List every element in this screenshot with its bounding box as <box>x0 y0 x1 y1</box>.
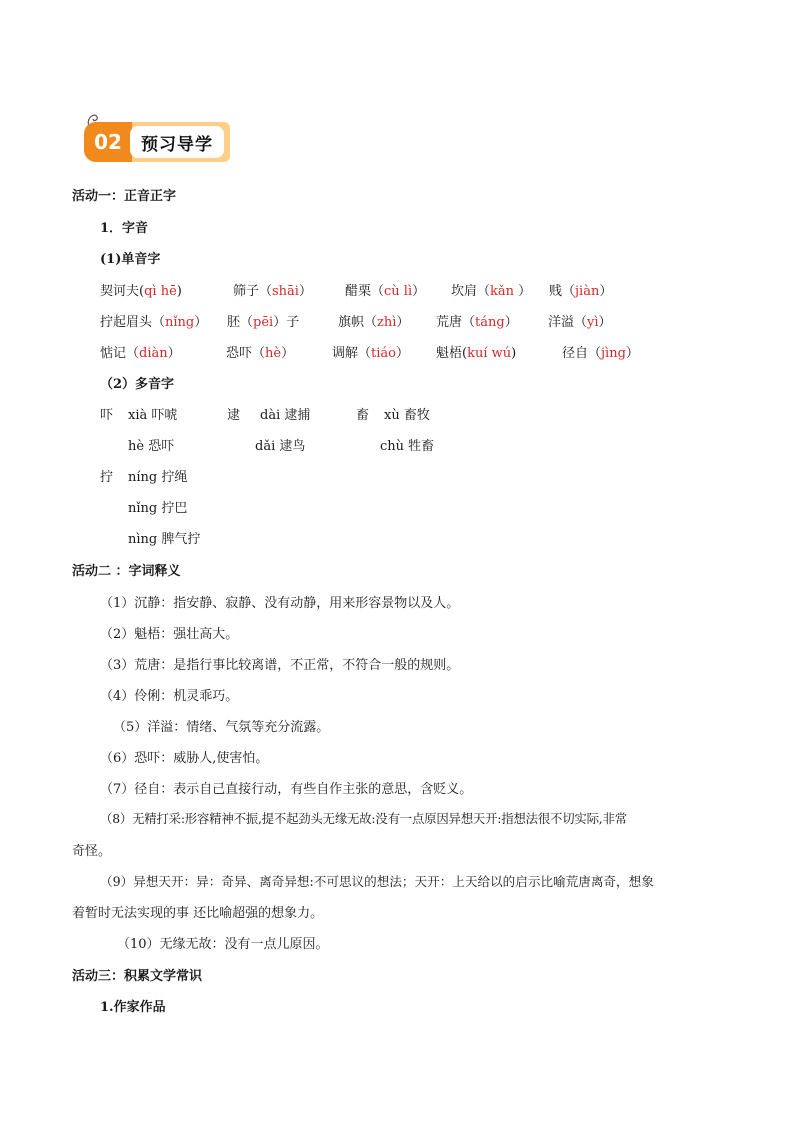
poly-reading: nǐng 拧巴 <box>128 501 188 516</box>
single-char-item <box>100 280 182 299</box>
word: 拧起眉头（ <box>100 315 166 330</box>
single-char-item <box>338 311 409 330</box>
word: 旗帜（ <box>338 315 378 330</box>
bracket: ） <box>504 315 518 330</box>
pinyin: kǎn <box>490 284 519 299</box>
activity1-sub1a: (1)单音字 <box>100 252 161 267</box>
bracket: ） <box>298 284 312 299</box>
badge-title: 预习导学 <box>130 126 224 158</box>
pinyin: pēi <box>253 315 274 330</box>
bracket: ) <box>511 346 517 361</box>
definition-item: （6）恐吓：威胁人,使害怕。 <box>100 751 269 766</box>
pinyin: kuí wú <box>467 346 512 361</box>
word: 洋溢（ <box>548 315 588 330</box>
bracket: ） <box>412 284 426 299</box>
single-char-item <box>549 280 612 299</box>
definition-item-continued: 奇怪。 <box>72 844 112 859</box>
single-char-item <box>562 342 639 361</box>
single-char-item <box>436 311 518 330</box>
activity2-heading: 活动二 ：字词释义 <box>72 564 181 579</box>
poly-reading: hè 恐吓 <box>128 439 175 454</box>
definition-item-continued: 着暂时无法实现的事 还比喻超强的想象力。 <box>72 906 324 921</box>
definition-item: （9）异想天开：异：奇异、离奇异想:不可思议的想法；天开：上天给以的启示比喻荒唐离奇，想象 <box>100 874 654 889</box>
pinyin: táng <box>475 315 505 330</box>
definition-item: （4）伶俐：机灵乖巧。 <box>100 689 239 704</box>
word: 贱（ <box>549 284 576 299</box>
bracket: ） <box>167 346 181 361</box>
pinyin: zhì <box>377 315 397 330</box>
activity3-sub1: 1.作家作品 <box>100 1000 166 1015</box>
poly-reading: nìng 脾气拧 <box>128 532 201 547</box>
single-char-item <box>227 311 299 330</box>
pinyin: nǐng <box>165 315 195 330</box>
poly-reading: níng 拧绳 <box>128 470 188 485</box>
section-badge <box>84 118 234 164</box>
poly-char-xu: 畜 <box>356 408 370 423</box>
word: 魁梧( <box>436 346 468 361</box>
definition-item: （2）魁梧：强壮高大。 <box>100 627 239 642</box>
word: 恐吓（ <box>226 346 266 361</box>
word: 筛子（ <box>233 284 273 299</box>
definition-item: （7）径自：表示自己直接行动，有些自作主张的意思，含贬义。 <box>100 782 473 797</box>
pinyin: shāi <box>272 284 299 299</box>
poly-reading: dǎi 逮鸟 <box>255 439 306 454</box>
pinyin: cù lì <box>384 284 413 299</box>
bracket: ）子 <box>273 315 300 330</box>
pinyin: yì <box>587 315 599 330</box>
definition-item: （5）洋溢：情绪、气氛等充分流露。 <box>113 720 330 735</box>
bracket: ） <box>395 346 409 361</box>
pinyin: hè <box>265 346 282 361</box>
bracket: ） <box>599 284 613 299</box>
activity1-heading: 活动一：正音正字 <box>72 189 177 204</box>
word: 荒唐（ <box>436 315 476 330</box>
bracket: ） <box>518 284 532 299</box>
single-char-item <box>100 342 181 361</box>
single-char-item <box>451 280 531 299</box>
word: 契诃夫( <box>100 284 145 299</box>
bracket: ） <box>625 346 639 361</box>
single-char-item <box>332 342 409 361</box>
word: 坎肩（ <box>451 284 491 299</box>
bracket: ） <box>281 346 295 361</box>
definition-item: （3）荒唐：是指行事比较离谱，不正常，不符合一般的规则。 <box>100 658 460 673</box>
poly-reading: chù 牲畜 <box>380 439 435 454</box>
word: 胚（ <box>227 315 254 330</box>
single-char-item <box>100 311 207 330</box>
word: 径自（ <box>562 346 602 361</box>
pinyin: jìng <box>601 346 626 361</box>
word: 调解（ <box>332 346 372 361</box>
poly-char-ning: 拧 <box>100 470 114 485</box>
poly-reading: dài 逮捕 <box>260 408 311 423</box>
activity3-heading: 活动三：积累文学常识 <box>72 969 203 984</box>
bracket: ） <box>396 315 410 330</box>
poly-reading: xià 吓唬 <box>128 408 178 423</box>
pinyin: tiáo <box>371 346 396 361</box>
pinyin: diàn <box>139 346 168 361</box>
definition-item: （1）沉静：指安静、寂静、没有动静，用来形容景物以及人。 <box>100 596 460 611</box>
single-char-item <box>436 342 516 361</box>
poly-reading: xù 畜牧 <box>384 408 430 423</box>
bracket: ） <box>598 315 612 330</box>
poly-char-xia: 吓 <box>100 408 114 423</box>
single-char-item <box>233 280 312 299</box>
single-char-item <box>226 342 294 361</box>
activity1-sub1b: （2）多音字 <box>100 377 175 392</box>
activity1-sub1: 1．字音 <box>100 221 149 236</box>
definition-item: （8）无精打采:形容精神不振,提不起劲头无缘无故:没有一点原因异想天开:指想法很不切实际,非常 <box>100 811 627 826</box>
word: 醋栗（ <box>345 284 385 299</box>
bracket: ） <box>194 315 208 330</box>
single-char-item <box>345 280 425 299</box>
word: 惦记（ <box>100 346 140 361</box>
badge-number: 02 <box>84 122 132 162</box>
bracket: ) <box>176 284 182 299</box>
poly-char-dai: 逮 <box>227 408 241 423</box>
pinyin: jiàn <box>575 284 600 299</box>
single-char-item <box>548 311 612 330</box>
pinyin: qì hē <box>144 284 177 299</box>
definition-item: （10）无缘无故：没有一点儿原因。 <box>117 937 329 952</box>
